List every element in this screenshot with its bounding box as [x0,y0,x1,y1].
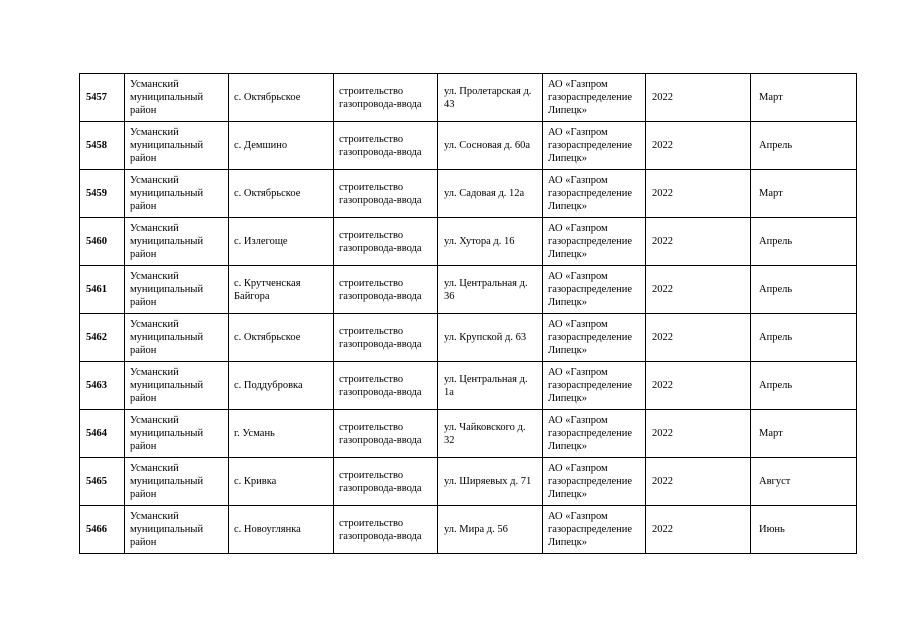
table-body [80,74,857,554]
address-cell: ул. Чайковского д. 32 [438,410,543,458]
work-type-cell: строительство газопровода-ввода [334,122,438,170]
address-cell: ул. Хутора д. 16 [438,218,543,266]
gas-works-table [79,73,857,554]
organization-cell: АО «Газпром газораспределение Липецк» [543,410,646,458]
row-number-cell: 5460 [80,218,125,266]
settlement-cell: с. Новоуглянка [229,506,334,554]
district-cell: Усманский муниципальный район [125,170,229,218]
work-type-cell: строительство газопровода-ввода [334,74,438,122]
district-cell: Усманский муниципальный район [125,362,229,410]
month-cell: Апрель [751,362,857,410]
work-type-cell: строительство газопровода-ввода [334,506,438,554]
year-cell: 2022 [646,314,751,362]
row-number-cell: 5462 [80,314,125,362]
address-cell: ул. Мира д. 56 [438,506,543,554]
organization-cell: АО «Газпром газораспределение Липецк» [543,506,646,554]
year-cell: 2022 [646,506,751,554]
year-cell: 2022 [646,74,751,122]
district-cell: Усманский муниципальный район [125,266,229,314]
row-number-cell: 5461 [80,266,125,314]
month-cell: Март [751,410,857,458]
table-row [80,122,857,170]
table-row [80,362,857,410]
month-cell: Апрель [751,314,857,362]
month-cell: Апрель [751,266,857,314]
row-number-cell: 5459 [80,170,125,218]
year-cell: 2022 [646,218,751,266]
organization-cell: АО «Газпром газораспределение Липецк» [543,266,646,314]
organization-cell: АО «Газпром газораспределение Липецк» [543,74,646,122]
row-number-cell: 5458 [80,122,125,170]
work-type-cell: строительство газопровода-ввода [334,266,438,314]
year-cell: 2022 [646,410,751,458]
year-cell: 2022 [646,122,751,170]
address-cell: ул. Садовая д. 12а [438,170,543,218]
address-cell: ул. Центральная д. 1а [438,362,543,410]
settlement-cell: с. Октябрьское [229,74,334,122]
table-row [80,218,857,266]
table-row [80,266,857,314]
year-cell: 2022 [646,170,751,218]
work-type-cell: строительство газопровода-ввода [334,218,438,266]
organization-cell: АО «Газпром газораспределение Липецк» [543,458,646,506]
district-cell: Усманский муниципальный район [125,218,229,266]
month-cell: Март [751,74,857,122]
month-cell: Апрель [751,122,857,170]
row-number-cell: 5466 [80,506,125,554]
organization-cell: АО «Газпром газораспределение Липецк» [543,362,646,410]
district-cell: Усманский муниципальный район [125,410,229,458]
settlement-cell: с. Излегоще [229,218,334,266]
organization-cell: АО «Газпром газораспределение Липецк» [543,170,646,218]
address-cell: ул. Центральная д. 36 [438,266,543,314]
district-cell: Усманский муниципальный район [125,122,229,170]
row-number-cell: 5463 [80,362,125,410]
work-type-cell: строительство газопровода-ввода [334,170,438,218]
table-row [80,314,857,362]
month-cell: Июнь [751,506,857,554]
organization-cell: АО «Газпром газораспределение Липецк» [543,122,646,170]
work-type-cell: строительство газопровода-ввода [334,458,438,506]
row-number-cell: 5464 [80,410,125,458]
year-cell: 2022 [646,458,751,506]
work-type-cell: строительство газопровода-ввода [334,314,438,362]
settlement-cell: г. Усмань [229,410,334,458]
settlement-cell: с. Кривка [229,458,334,506]
organization-cell: АО «Газпром газораспределение Липецк» [543,314,646,362]
row-number-cell: 5465 [80,458,125,506]
table-row [80,170,857,218]
district-cell: Усманский муниципальный район [125,458,229,506]
district-cell: Усманский муниципальный район [125,74,229,122]
work-type-cell: строительство газопровода-ввода [334,410,438,458]
month-cell: Август [751,458,857,506]
month-cell: Март [751,170,857,218]
organization-cell: АО «Газпром газораспределение Липецк» [543,218,646,266]
settlement-cell: с. Демшино [229,122,334,170]
table-row [80,506,857,554]
district-cell: Усманский муниципальный район [125,506,229,554]
table-row [80,458,857,506]
settlement-cell: с. Октябрьское [229,170,334,218]
year-cell: 2022 [646,362,751,410]
settlement-cell: с. Поддубровка [229,362,334,410]
work-type-cell: строительство газопровода-ввода [334,362,438,410]
settlement-cell: с. Крутченская Байгора [229,266,334,314]
table-row [80,74,857,122]
address-cell: ул. Сосновая д. 60а [438,122,543,170]
month-cell: Апрель [751,218,857,266]
address-cell: ул. Крупской д. 63 [438,314,543,362]
table-row [80,410,857,458]
district-cell: Усманский муниципальный район [125,314,229,362]
year-cell: 2022 [646,266,751,314]
settlement-cell: с. Октябрьское [229,314,334,362]
address-cell: ул. Пролетарская д. 43 [438,74,543,122]
address-cell: ул. Ширяевых д. 71 [438,458,543,506]
row-number-cell: 5457 [80,74,125,122]
